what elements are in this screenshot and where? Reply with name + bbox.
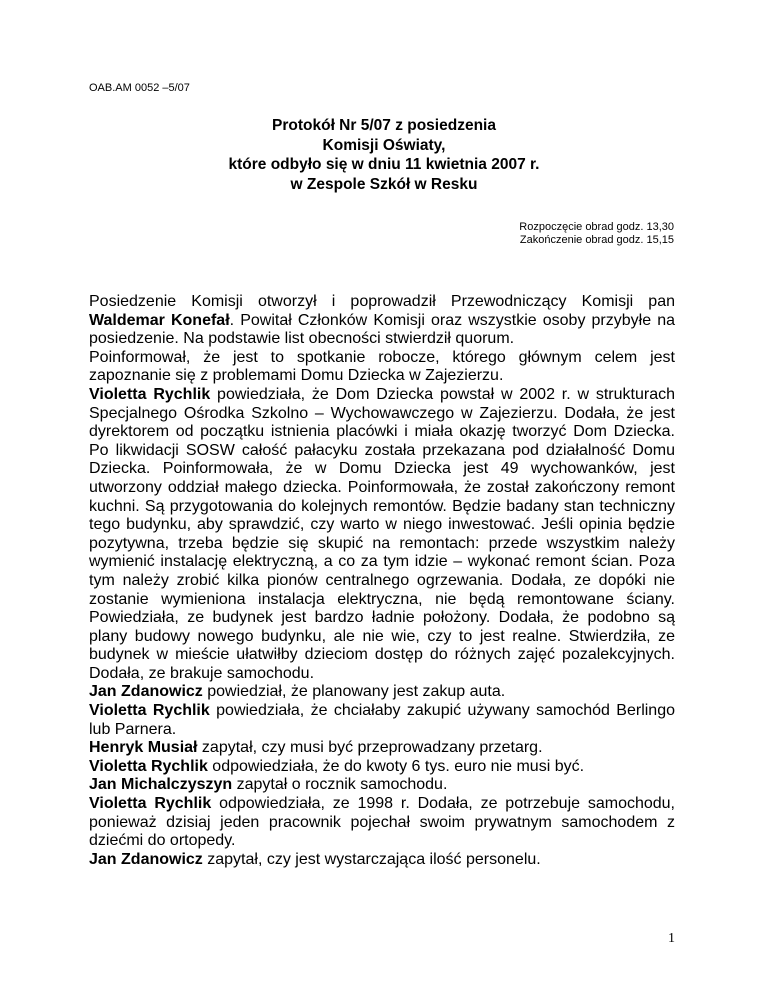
paragraph [89,851,675,870]
title-line: Protokół Nr 5/07 z posiedzenia [272,117,496,134]
paragraph-text: zapytał, czy jest wystarczająca ilość personelu. [202,850,541,868]
speaker-name: Violetta Rychlik [89,795,212,813]
paragraph-text: odpowiedziała, ze 1998 r. Dodała, ze potrzebuje samochodu, ponieważ dzisiaj jeden pracownik pojechał swoim prywatnym samochodem z dziećmi do ortopedy. [89,795,676,850]
session-start-time: Rozpoczęcie obrad godz. 13,30 [519,221,674,233]
paragraph [89,795,675,851]
paragraph-lead: Posiedzenie Komisji otworzył i poprowadził Przewodniczący Komisji pan [89,293,675,310]
speaker-name: Violetta Rychlik [89,757,208,775]
document-reference-number: OAB.AM 0052 –5/07 [89,82,190,94]
page-number: 1 [668,931,675,946]
paragraph-text: zapytał o rocznik samochodu. [232,776,448,794]
paragraph [89,776,675,795]
speaker-name: Jan Zdanowicz [89,850,203,868]
paragraph-text: odpowiedziała, że do kwoty 6 tys. euro nie musi być. [207,757,585,775]
session-end-time: Zakończenie obrad godz. 15,15 [519,234,674,246]
paragraph-text: . Powitał Członków Komisji oraz wszystkie osoby przybyłe na posiedzenie. Na podstawie list obecności stwierdził quorum. [89,311,676,348]
paragraph-text: zapytał, czy musi być przeprowadzany przetarg. [197,739,543,757]
paragraph [89,683,675,702]
paragraph-text: powiedziała, że Dom Dziecka powstał w 2002 r. w strukturach Specjalnego Ośrodka Szkolno – Wychowawczego w Zajezierzu. Dodała, że jest dyrektorem od początku istnienia placówki i miała okazję tworzyć Dom Dziecka. Po likwidacji SOSW całość pałacyku została przekazana pod działalność Domu Dziecka. Poinformowała, że w Domu Dziecka jest 49 wychowanków, jest utworzony oddział małego dziecka. Poinformowała, że został zakończony remont kuchni. Są przygotowania do kolejnych remontów. Będzie badany stan techniczny tego budynku, aby sprawdzić, czy warto w niego inwestować. Jeśli opinia będzie pozytywna, trzeba będzie się skupić na remontach: przede wszystkim należy wymienić instalację elektryczną, a co za tym idzie – wykonać remont ścian. Poza tym należy zrobić kilka pionów centralnego ogrzewania. Dodała, ze dopóki nie zostanie wymieniona instalacja elektryczna, nie będą remontowane ściany. Powiedziała, ze budynek jest bardzo ładnie położony. Dodała, że podobno są plany budowy nowego budynku, ale nie wie, czy to jest realne. Stwierdziła, ze budynek w mieście ułatwiłby dzieciom dostęp do różnych zajęć pozalekcyjnych. Dodała, ze brakuje samochodu. [89,385,676,682]
paragraph-text: powiedział, że planowany jest zakup auta. [202,683,506,701]
speaker-name: Waldemar Konefał [89,311,230,329]
paragraph [89,702,675,739]
session-times [519,221,674,247]
title-line: Komisji Oświaty, [322,136,446,154]
speaker-name: Jan Zdanowicz [89,683,203,701]
paragraph [89,386,675,684]
document-title [89,116,679,194]
paragraph [89,293,675,349]
paragraph-text: Poinformował, że jest to spotkanie robocze, którego głównym celem jest zapoznanie się z problemami Domu Dziecka w Zajezierzu. [89,348,675,385]
protocol-body [89,293,675,869]
speaker-name: Violetta Rychlik [89,702,210,720]
speaker-name: Henryk Musiał [89,739,198,757]
speaker-name: Jan Michalczyszyn [89,776,233,794]
paragraph [89,739,675,758]
title-line: w Zespole Szkół w Resku [290,175,478,193]
speaker-name: Violetta Rychlik [89,385,211,403]
paragraph-text: powiedziała, że chciałaby zakupić używany samochód Berlingo lub Parnera. [89,702,676,738]
title-line: które odbyło się w dniu 11 kwietnia 2007 r. [228,156,540,173]
paragraph [89,349,675,386]
paragraph [89,758,675,777]
